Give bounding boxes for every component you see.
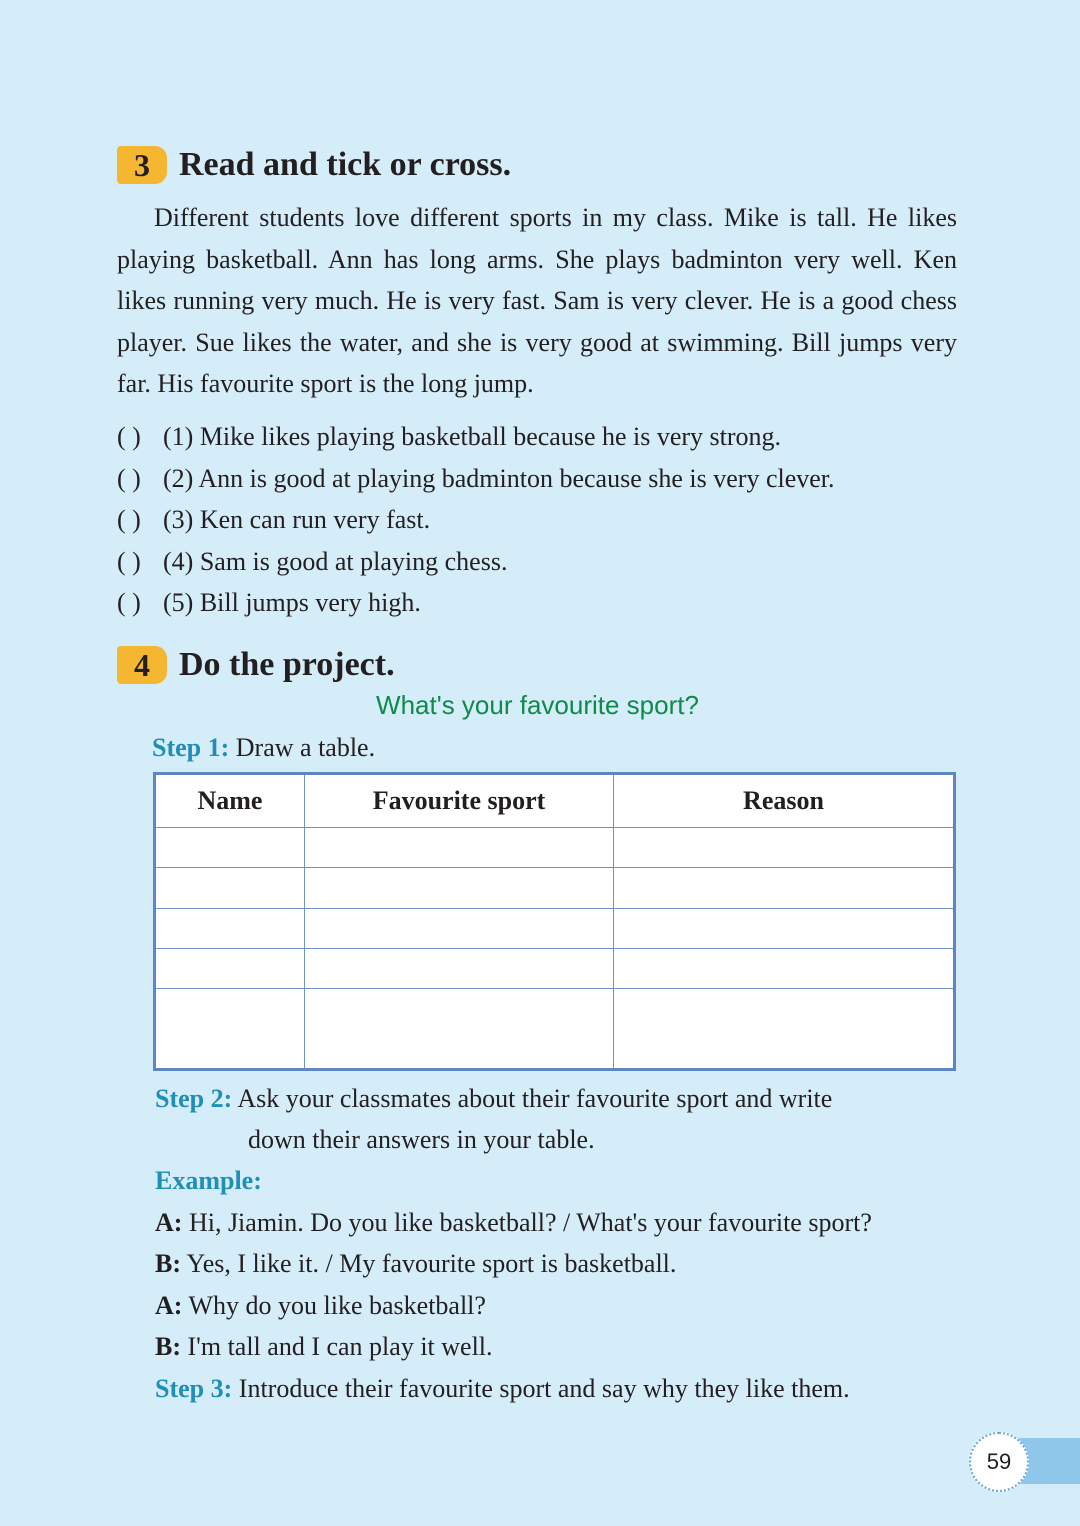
dialogue-text: Why do you like basketball? bbox=[188, 1291, 486, 1320]
table-cell[interactable] bbox=[155, 828, 305, 868]
dialogue-line bbox=[155, 1249, 676, 1279]
answer-blank[interactable]: ( ) bbox=[117, 546, 141, 576]
question-text: (5) Bill jumps very high. bbox=[163, 588, 421, 617]
dialogue-text: I'm tall and I can play it well. bbox=[187, 1332, 493, 1361]
step-3 bbox=[155, 1374, 850, 1404]
table-header-row bbox=[155, 774, 955, 828]
paragraph-text: Different students love different sports in my class. Mike is tall. He likes playing basketball. Ann has long arms. She plays badminton very well. Ken likes running very much. He is very fast. Sam is very clever. He is a good chess player. Sue likes the water, and she is very good at swimming. Bill jumps very far. His favourite sport is the long jump. bbox=[117, 203, 957, 399]
table-cell[interactable] bbox=[305, 989, 614, 1070]
question-item bbox=[117, 458, 977, 500]
section-3-heading bbox=[117, 146, 511, 184]
column-header-sport: Favourite sport bbox=[305, 774, 614, 828]
table-cell[interactable] bbox=[155, 908, 305, 948]
table-cell[interactable] bbox=[305, 948, 614, 988]
answer-blank[interactable]: ( ) bbox=[117, 588, 141, 617]
table-row bbox=[155, 908, 955, 948]
dialogue-line bbox=[155, 1208, 872, 1238]
dialogue-text: Yes, I like it. / My favourite sport is basketball. bbox=[186, 1249, 677, 1278]
speaker-label: B: bbox=[155, 1332, 181, 1361]
page-number: 59 bbox=[969, 1432, 1029, 1492]
section-4-heading bbox=[117, 646, 395, 684]
section-number-badge: 3 bbox=[117, 146, 167, 184]
section-title: Read and tick or cross. bbox=[179, 146, 512, 183]
answer-blank[interactable]: ( ) bbox=[117, 463, 141, 493]
table-row bbox=[155, 948, 955, 988]
speaker-label: A: bbox=[155, 1208, 183, 1237]
table-cell[interactable] bbox=[155, 989, 305, 1070]
table-cell[interactable] bbox=[305, 908, 614, 948]
dialogue-line bbox=[155, 1332, 493, 1362]
column-header-reason: Reason bbox=[614, 774, 955, 828]
table-row bbox=[155, 868, 955, 908]
column-header-name: Name bbox=[155, 774, 305, 828]
question-item bbox=[117, 416, 977, 458]
question-item bbox=[117, 582, 977, 624]
question-text: (2) Ann is good at playing badminton because she is very clever. bbox=[163, 463, 835, 493]
answer-blank[interactable]: ( ) bbox=[117, 422, 141, 451]
step-text: Draw a table. bbox=[235, 733, 376, 762]
speaker-label: B: bbox=[155, 1249, 181, 1278]
step-label: Step 1: bbox=[152, 733, 230, 762]
step-2 bbox=[155, 1084, 832, 1114]
project-subtitle: What's your favourite sport? bbox=[376, 690, 699, 720]
section-number-badge: 4 bbox=[117, 646, 167, 684]
step-label: Step 2: bbox=[155, 1084, 233, 1113]
reading-paragraph bbox=[117, 197, 957, 405]
dialogue-line bbox=[155, 1291, 486, 1321]
table-cell[interactable] bbox=[614, 989, 955, 1070]
example-label: Example: bbox=[155, 1166, 262, 1195]
table-cell[interactable] bbox=[614, 868, 955, 908]
step-text: Ask your classmates about their favourite sport and write bbox=[237, 1084, 833, 1113]
speaker-label: A: bbox=[155, 1291, 183, 1320]
answer-blank[interactable]: ( ) bbox=[117, 505, 141, 534]
step-label: Step 3: bbox=[155, 1374, 233, 1403]
dialogue-text: Hi, Jiamin. Do you like basketball? / What's your favourite sport? bbox=[188, 1208, 872, 1237]
step-2-continuation: down their answers in your table. bbox=[248, 1125, 595, 1154]
table-row bbox=[155, 989, 955, 1070]
step-1 bbox=[152, 733, 375, 763]
table-cell[interactable] bbox=[305, 828, 614, 868]
table-cell[interactable] bbox=[614, 948, 955, 988]
question-item bbox=[117, 541, 977, 583]
project-table bbox=[153, 772, 956, 1071]
section-title: Do the project. bbox=[179, 646, 395, 683]
question-text: (4) Sam is good at playing chess. bbox=[163, 546, 508, 576]
question-text: (1) Mike likes playing basketball because he is very strong. bbox=[163, 422, 782, 451]
question-item bbox=[117, 499, 977, 541]
question-text: (3) Ken can run very fast. bbox=[163, 505, 431, 534]
question-list bbox=[117, 416, 977, 624]
table-cell[interactable] bbox=[614, 828, 955, 868]
table-cell[interactable] bbox=[155, 868, 305, 908]
table-row bbox=[155, 828, 955, 868]
table-cell[interactable] bbox=[155, 948, 305, 988]
table-cell[interactable] bbox=[305, 868, 614, 908]
table-cell[interactable] bbox=[614, 908, 955, 948]
step-text: Introduce their favourite sport and say why they like them. bbox=[238, 1374, 850, 1403]
